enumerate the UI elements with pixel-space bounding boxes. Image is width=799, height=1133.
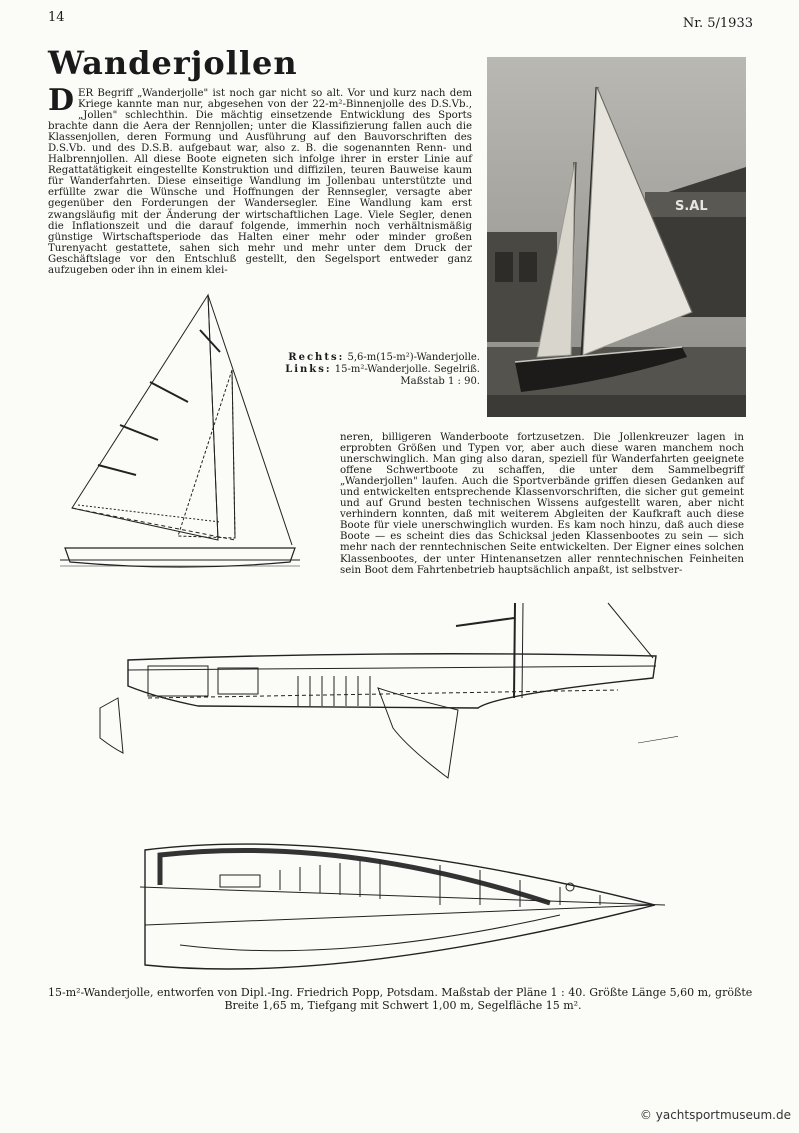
plan-caption-line1: 15-m²-Wanderjolle, entworfen von Dipl.-Ing. Friedrich Popp, Potsdam. Maßstab der Pläne 1 : 40. Größte Länge 5,60 m, größte — [48, 986, 753, 999]
plan-caption — [48, 986, 758, 1012]
issue-number: Nr. 5/1933 — [682, 16, 753, 31]
deck-plan-drawing — [140, 825, 670, 985]
page-number: 14 — [48, 10, 65, 25]
caption-rechts-label: Rechts: — [288, 352, 345, 363]
col2-text: neren, billigeren Wanderboote fortzusetzen. Die Jollenkreuzer lagen in erprobten Größen und Typen vor, aber auch diese waren manchem noch unerschwinglich. Man ging also daran, speziell für Wanderfahrten geeignete offene Schwertboote zu schaffen, die unter dem Sammelbegriff „Wanderjollen" laufen. Auch die Sportverbände griffen diesen Gedanken auf und entwickelten entsprechende Klassenvorschriften, die sicher gut gemeint und auf Grund besten technischen Wissens aufgestellt waren, aber nicht verhindern konnten, daß mit weiterem Abgleiten der Kaufkraft auch diese Boote für viele unerschwinglich wurden. Es kam noch hinzu, daß auch diese Boote — es scheint dies das Schicksal jeden Klassenbootes zu sein — sich mehr nach der renntechnischen Seite entwickelten. Der Eigner eines solchen Klassenbootes, der unter Hintenansetzen aller renntechnischen Feinheiten sein Boot dem Fahrtenbetrieb hauptsächlich anpaßt, ist selbstver- — [340, 432, 744, 576]
drop-cap: D — [48, 83, 75, 118]
article-column-2 — [340, 432, 744, 576]
boat-photo — [487, 57, 746, 417]
col1-text: ER Begriff „Wanderjolle" ist noch gar nicht so alt. Vor und kurz nach dem Kriege kannte man nur, abgesehen von der 22-m²-Binnenjolle des D.S.Vb., „Jollen" schlechthin. Die mächtig einsetzende Entwicklung des Sports brachte dann die Aera der Rennjollen; unter die Klassifizierung fallen auch die Klassenjollen, deren Formung und Ausführung auf den Bauvorschriften des D.S.Vb. und des D.S.B. aufgebaut war, also z. B. die sogenannten Renn- und Halbrennjollen. All diese Boote eigneten sich infolge ihrer in erster Linie auf Regattatätigkeit eingestellte Konstruktion und diffizilen, teuren Bauweise kaum für Wanderfahrten. Diese einseitige Wandlung im Jollenbau unterstützte und erfüllte zwar die Wünsche und Hoffnungen der Rennsegler, versagte aber gegenüber den Forderungen der Wandersegler. Eine Wandlung kam erst zwangsläufig mit der Änderung der wirtschaftlichen Lage. Viele Segler, denen die Inflationszeit und die darauf folgende, immerhin noch verhältnismäßig günstige Wirtschaftsperiode das Halten einer mehr oder minder großen Turenyacht gestattete, sahen sich mehr und mehr unter dem Druck der Geschäftslage vor den Entschluß gestellt, den Segelsport entweder ganz aufzugeben oder ihn in einem klei- — [48, 88, 472, 276]
sail-plan-caption — [270, 352, 480, 388]
article-column-1 — [48, 83, 472, 276]
sail-plan-drawing — [60, 290, 305, 580]
copyright-credit: © yachtsportmuseum.de — [639, 1108, 791, 1122]
profile-plan-drawing — [78, 598, 678, 788]
shed-sign: S.AL — [675, 199, 708, 214]
caption-links-label: Links: — [285, 364, 332, 375]
boat-photo-illustration — [487, 57, 746, 417]
caption-scale: Maßstab 1 : 90. — [400, 376, 480, 387]
plan-caption-line2: Breite 1,65 m, Tiefgang mit Schwert 1,00 m, Segelfläche 15 m². — [224, 999, 582, 1012]
caption-links-text: 15-m²-Wanderjolle. Segelriß. — [334, 364, 480, 375]
caption-rechts-text: 5,6-m(15-m²)-Wanderjolle. — [347, 352, 480, 363]
article-title: Wanderjollen — [48, 44, 298, 82]
